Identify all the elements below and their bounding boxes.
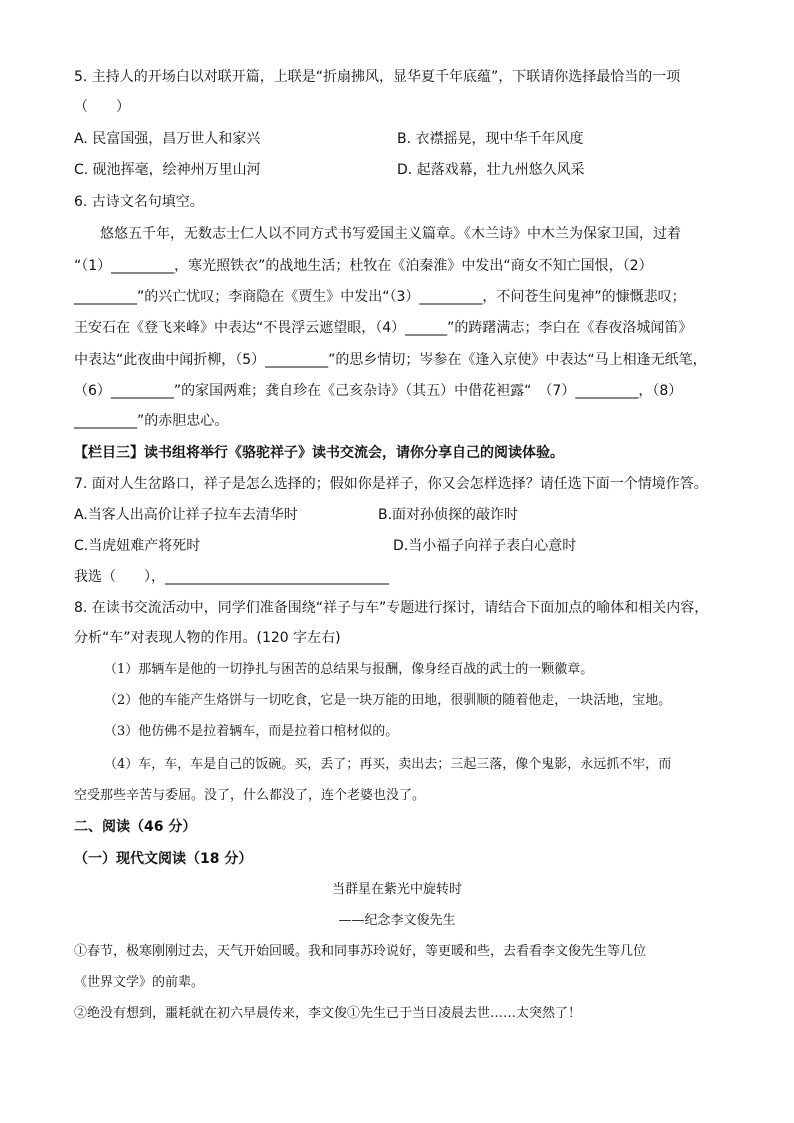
q8-quote: （4）车，车，车是自己的饭碗。买，丢了；再买，卖出去；三起三落，像个鬼影，永远抓不牢，而 [104,757,672,772]
article-title: 当群星在紫光中旋转时 [331,882,462,897]
q7-option-c: C.当虎妞难产将死时 [74,538,201,554]
q5-answer-paren: （ ） [74,99,130,115]
q5-option-b: B. 衣襟摇晃，现中华千年风度 [397,131,584,147]
q8-quote: （3）他仿佛不是拉着辆车，而是拉着口棺材似的。 [104,724,399,739]
q8-stem: 8. 在读书交流活动中，同学们准备围绕“祥子与车”专题进行探讨，请结合下面加点的喻体和相关内容， [74,600,709,616]
q7-option-b: B.面对孙侦探的敲诈时 [378,507,519,523]
q8-quote: （2）他的车能产生烙饼与一切吃食，它是一块万能的田地，很驯顺的随着他走，一块活地，宝地。 [104,693,672,708]
part2-subheading: （一）现代文阅读（18 分） [74,851,253,867]
q8-quote: 空受那些辛苦与委屈。没了，什么都没了，连个老婆也没了。 [74,788,426,803]
q6-line: （6）_________”的家国两难；龚自珍在《己亥杂诗》（其五）中借花袒露“ （7）_________，（8） [74,383,683,399]
section3-heading: 【栏目三】读书组将举行《骆驼祥子》读书交流会，请你分享自己的阅读体验。 [74,445,564,461]
q6-line: _________”的兴亡忧叹；李商隐在《贾生》中发出“（3）_________，不问苍生问鬼神”的慷慨悲叹； [74,289,686,305]
q6-line: 王安石在《登飞来峰》中表达“不畏浮云遮望眼，（4）______”的踌躇满志；李白在《春夜洛城闻笛》 [74,320,693,336]
q7-answer-line: 我选（ ），________________________________ [74,569,389,585]
q8-stem: 分析“车”对表现人物的作用。(120 字左右) [74,630,341,646]
q6-line: “（1）_________，寒光照铁衣”的战地生活；杜牧在《泊秦淮》中发出“商女不知亡国恨，（2） [74,258,653,274]
q5-option-a: A. 民富国强，昌万世人和家兴 [74,131,261,147]
article-paragraph: ②绝没有想到，噩耗就在初六早晨传来，李文俊①先生已于当日凌晨去世……太突然了！ [74,1006,582,1021]
q7-option-a: A.当客人出高价让祥子拉车去清华时 [74,507,298,523]
q6-line: 悠悠五千年，无数志士仁人以不同方式书写爱国主义篇章。《木兰诗》中木兰为保家卫国，过着 [100,226,681,242]
q7-stem: 7. 面对人生岔路口，祥子是怎么选择的；假如你是祥子，你又会怎样选择？请任选下面一个情境作答。 [74,476,708,492]
q5-option-c: C. 砚池挥毫，绘神州万里山河 [74,162,261,178]
q5-stem: 5. 主持人的开场白以对联开篇，上联是“折扇拂风，显华夏千年底蕴”，下联请你选择最恰当的一项 [74,69,681,85]
q6-stem: 6. 古诗文名句填空。 [74,194,204,210]
q8-quote: （1）那辆车是他的一切挣扎与困苦的总结果与报酬，像身经百战的武士的一颗徽章。 [104,662,594,677]
q6-line: 中表达“此夜曲中闻折柳，（5）_________”的思乡情切；岑参在《逢入京使》中表达“马上相逢无纸笔， [74,352,707,368]
part2-heading: 二、阅读（46 分） [74,819,197,835]
q7-option-d: D.当小福子向祥子表白心意时 [393,538,577,554]
article-paragraph: ①春节，极寒刚刚过去，天气开始回暖。我和同事苏玲说好，等更暖和些，去看看李文俊先生等几位 [74,944,647,959]
q5-option-d: D. 起落戏幕，壮九州悠久风采 [397,162,585,178]
article-subtitle: ——纪念李文俊先生 [338,913,456,928]
q6-line: _________”的赤胆忠心。 [74,413,229,429]
article-paragraph: 《世界文学》的前辈。 [74,975,205,990]
